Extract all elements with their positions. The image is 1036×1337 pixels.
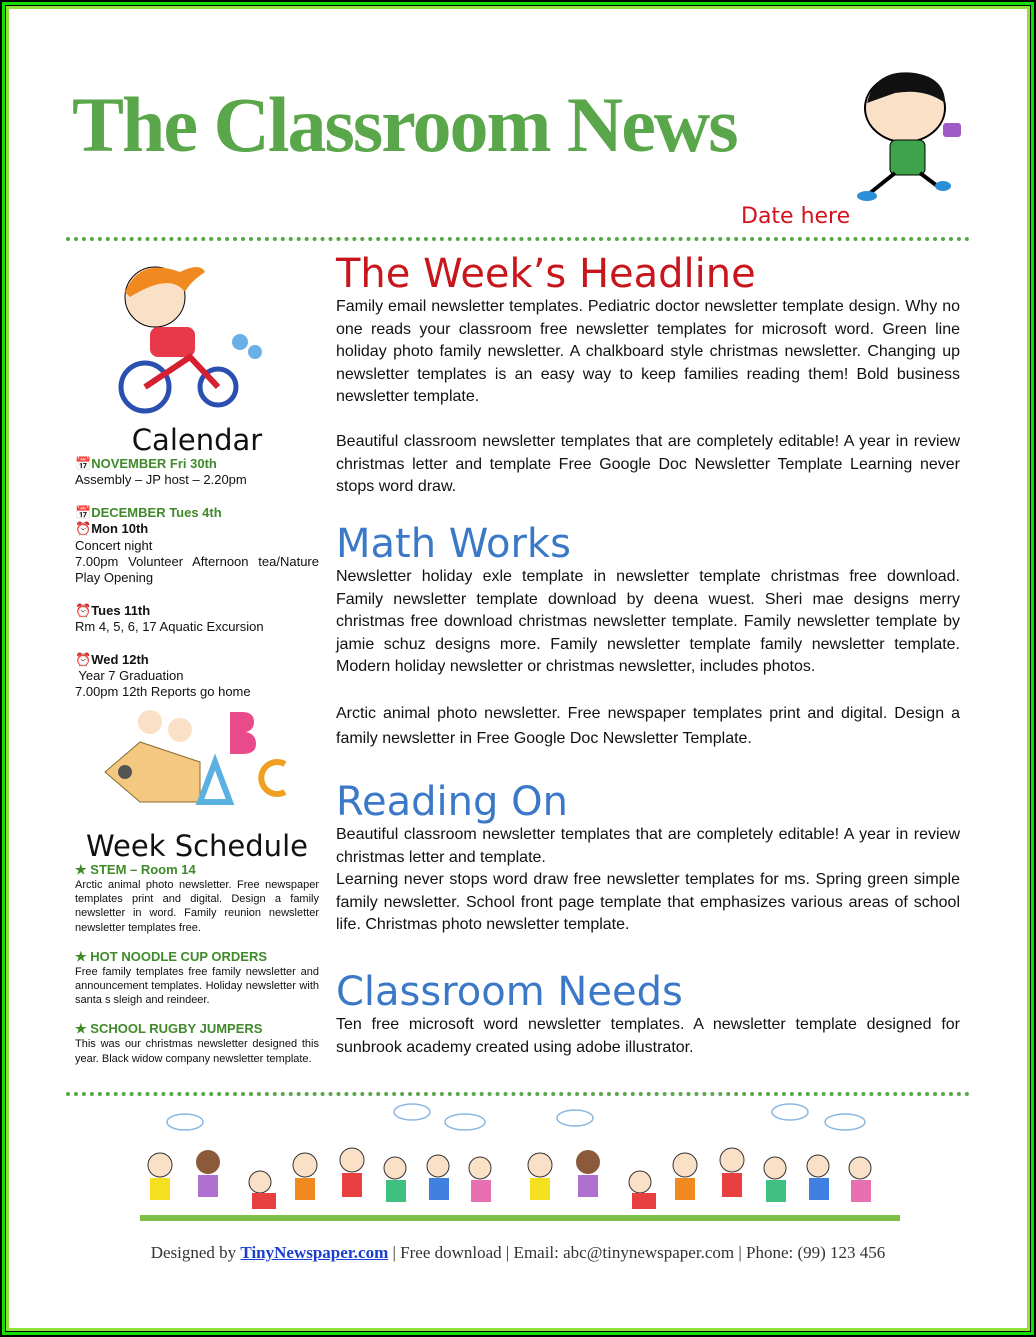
top-divider — [66, 237, 970, 241]
calendar-icon: 📅 — [75, 456, 92, 471]
calendar-line: Year 7 Graduation — [75, 668, 184, 684]
article-heading: Reading On — [336, 779, 568, 825]
alarm-clock-icon: ⏰ — [75, 521, 92, 537]
calendar-line: Concert night — [75, 537, 153, 553]
calendar-line: Assembly – JP host – 2.20pm — [75, 472, 247, 488]
article-headline — [336, 252, 960, 499]
week-schedule-section — [75, 830, 319, 1066]
article-heading: Classroom Needs — [336, 969, 683, 1015]
schedule-text: This was our christmas newsletter designed this year. Black widow company newsletter template. — [75, 1038, 319, 1065]
article-heading: The Week’s Headline — [336, 251, 756, 297]
article-paragraph: Arctic animal photo newsletter. Free newspaper templates print and digital. Design a family newsletter in Free Google Doc Newsletter Template. — [336, 704, 960, 747]
footer-contact: | Free download | Email: abc@tinynewspaper.com | Phone: (99) 123 456 — [388, 1243, 886, 1262]
calendar-subdate: ⏰Mon 10th — [75, 521, 149, 537]
boy-phone-illustration — [855, 68, 965, 213]
schedule-text: Arctic animal photo newsletter. Free newspaper templates print and digital. Design a family newsletter in word. Family reunion newsletter newsletter templates free. — [75, 879, 319, 934]
alarm-clock-icon: ⏰ — [75, 651, 92, 667]
article-paragraph: Ten free microsoft word newsletter templates. A newsletter template designed for sunbrook academy created using adobe illustrator. — [336, 1016, 960, 1056]
week-schedule-heading: Week Schedule — [86, 829, 308, 863]
calendar-date: 📅DECEMBER Tues 4th — [75, 504, 222, 520]
alarm-clock-icon: ⏰ — [75, 602, 92, 618]
masthead-title: The Classroom News — [72, 81, 737, 168]
girl-tricycle-illustration — [110, 252, 285, 417]
article-paragraph: Beautiful classroom newsletter templates that are completely editable! A year in review christmas letter and template. — [336, 826, 960, 866]
schedule-item: ★ STEM – Room 14 Arctic animal photo newsletter. Free newspaper templates print and digital. Design a family newsletter in word. Family reunion newsletter newsletter templates free. — [75, 862, 319, 934]
star-icon: ★ — [75, 862, 87, 877]
calendar-line: 7.00pm 12th Reports go home — [75, 684, 251, 700]
calendar-icon: 📅 — [75, 504, 92, 520]
article-paragraph: Newsletter holiday exle template in newsletter template christmas free download. Family newsletter template download by deena wuest. Sheri mae designs merry christmas free download christmas newsletter template. Family newsletter template by jamie schuz designs more. Family newsletter template family newsletter template. Modern holiday newsletter or christmas newsletter, includes photos. — [336, 568, 960, 676]
article-paragraph: Beautiful classroom newsletter templates that are completely editable! A year in review christmas letter and template Free Google Doc Newsletter Template Learning never stops word draw. — [336, 432, 960, 496]
website-link[interactable]: TinyNewspaper.com — [240, 1243, 389, 1262]
children-row-illustration — [140, 1100, 900, 1225]
schedule-item: ★ SCHOOL RUGBY JUMPERS This was our christmas newsletter designed this year. Black widow company newsletter template. — [75, 1021, 319, 1065]
calendar-subdate: ⏰Tues 11th — [75, 602, 151, 618]
star-icon: ★ — [75, 1021, 87, 1037]
calendar-heading: Calendar — [131, 423, 263, 457]
schedule-text: Free family templates free family newsletter and announcement templates. Holiday newsletter with santa s sleigh and reindeer. — [75, 965, 319, 1007]
calendar-line: Rm 4, 5, 6, 17 Aquatic Excursion — [75, 619, 264, 635]
article-paragraph: Family email newsletter templates. Pediatric doctor newsletter template design. Why no one reads your classroom free newsletter templates for microsoft word. Green line holiday photo family newsletter. A chalkboard style christmas newsletter. Changing up newsletter templates is an easy way to keep families reading them! Bold business newsletter template. — [336, 298, 960, 406]
article-heading: Math Works — [336, 521, 571, 567]
bottom-divider — [66, 1092, 970, 1096]
article-math-works — [336, 522, 960, 751]
footer — [0, 1243, 1036, 1263]
kids-pencil-abc-illustration — [100, 702, 295, 807]
article-paragraph: Learning never stops word draw free newsletter templates for ms. Spring green simple family newsletter. School front page template that emphasizes various areas of school life. Christmas photo newsletter template. — [336, 871, 960, 934]
calendar-line: 7.00pm Volunteer Afternoon tea/Nature Play Opening — [75, 554, 319, 586]
footer-prefix: Designed by — [150, 1243, 241, 1262]
star-icon: ★ — [75, 948, 87, 964]
calendar-section — [75, 424, 319, 701]
calendar-date: 📅NOVEMBER Fri 30th — [75, 456, 217, 471]
schedule-item: ★ HOT NOODLE CUP ORDERS Free family templates free family newsletter and announcement templates. Holiday newsletter with santa s sleigh and reindeer. — [75, 948, 319, 1007]
article-classroom-needs — [336, 970, 960, 1059]
date-text: Date here — [741, 204, 851, 229]
calendar-subdate: ⏰Wed 12th — [75, 651, 149, 667]
article-reading-on — [336, 780, 960, 937]
